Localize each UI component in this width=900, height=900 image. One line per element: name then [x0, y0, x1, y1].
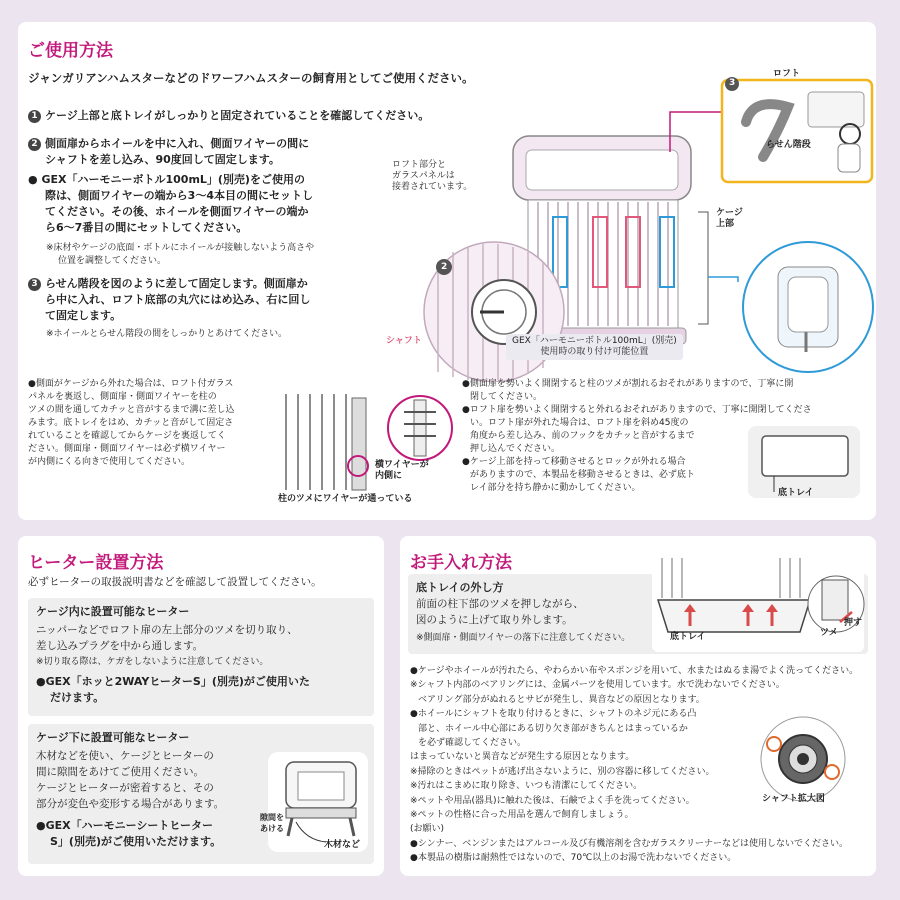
care-note-10: ※ペットや用品(器具)に触れた後は、石鹸でよく手を洗ってください。: [410, 795, 695, 806]
step3-line2: ら中に入れ、ロフト底部の丸穴にはめ込み、右に回し: [45, 293, 311, 306]
care-tray-label: 底トレイ: [670, 632, 706, 642]
side-note-right-line3: ●ロフト扉を勢いよく開閉すると外れるおそれがありますので、丁寧に開閉してくださ: [462, 405, 812, 415]
gap-label-line1: 隙間を: [260, 813, 284, 822]
step1-number: 1: [28, 110, 41, 123]
wire-inside-label: [375, 460, 429, 482]
step1: [28, 108, 429, 124]
shaft-label: シャフト: [386, 336, 422, 346]
care-title: お手入れ方法: [410, 553, 512, 573]
side-note-right-line9: レイ部分を持ち静かに動かしてください。: [470, 483, 641, 493]
usage-title: ご使用方法: [28, 41, 113, 61]
care-note-12: (お願い): [410, 824, 445, 835]
side-note-left-line6: ださい。側面扉・側面ワイヤーは必ず横ワイヤー: [28, 444, 226, 454]
bottle-note: [28, 172, 313, 236]
under-heater-heading: ケージ下に設置可能なヒーター: [36, 731, 190, 744]
loft-glass-line2: ガラスパネルは: [392, 171, 455, 181]
heater-title: ヒーター設置方法: [28, 553, 164, 573]
note-height-line2: 位置を調整してください。: [58, 256, 167, 266]
care-note-8: ※掃除のときはペットが逃げ出さないように、別の容器に移してください。: [410, 766, 715, 777]
care-note-6: を必ず確認してください。: [418, 738, 527, 749]
gap-label: [260, 812, 284, 834]
inside-heater-line1: ニッパーなどでロフト扉の左上部分のツメを切り取り、: [36, 624, 298, 636]
under-heater-line4: 部分が変色や変形する場合があります。: [36, 798, 225, 810]
step1-text: ケージ上部と底トレイがしっかりと固定されていることを確認してください。: [45, 109, 430, 122]
inside-heater-product-line2: だけます。: [50, 691, 105, 704]
step3: [28, 276, 310, 324]
note-height-line1: ※床材やケージの底面・ボトルにホイールが接触しないよう高さや: [46, 243, 315, 253]
step3-line1: らせん階段を図のように差して固定します。側面扉か: [45, 277, 308, 290]
care-note-13: ●シンナー、ベンジンまたはアルコール及び有機溶剤を含むガラスクリーナーなどは使用しないでください。: [410, 838, 849, 849]
claw-wire-label: 柱のツメにワイヤーが通っている: [278, 494, 413, 504]
side-note-right-line7: ●ケージ上部を持って移動させるとロックが外れる場合: [462, 457, 686, 467]
under-heater-line3: ケージとヒーターが密着すると、その: [36, 782, 214, 794]
loft-glass-label: [392, 160, 472, 193]
cage-top-line2: 上部: [716, 219, 735, 229]
heater-intro: 必ずヒーターの取扱説明書などを確認して設置してください。: [28, 576, 322, 588]
side-note-left-line5: れていることを確認してからケージを裏返してく: [28, 431, 226, 441]
side-note-left-line2: パネルを裏返し、側面扉・側面ワイヤーを柱の: [28, 392, 217, 402]
side-note-right-line1: ●側面扉を勢いよく開閉すると柱のツメが割れるおそれがありますので、丁寧に開: [462, 379, 794, 389]
under-heater-line1: 木材などを使い、ケージとヒーターの: [36, 750, 214, 762]
bottle-note-line3: てください。その後、ホイールを側面ワイヤーの端か: [45, 205, 309, 218]
care-note-7: はまっていないと異音などが発生する原因となります。: [410, 752, 635, 763]
heater-panel: [18, 536, 384, 876]
bottle-note-bullet: ●: [28, 173, 38, 186]
step3-number: 3: [28, 278, 41, 291]
cage-top-line1: ケージ: [716, 208, 743, 218]
wood-label: 木材など: [324, 840, 361, 850]
bottle-caption-line2: 使用時の取り付け可能位置: [540, 347, 649, 357]
side-note-left-line7: が内側にくる向きで使用してください。: [28, 457, 191, 467]
wire-inside-line2: 内側に: [375, 471, 403, 481]
step2-line2: シャフトを差し込み、90度回して固定します。: [45, 153, 280, 166]
side-note-right-line5: 角度から差し込み、前のフックをカチッと音がするまで: [470, 431, 695, 441]
bottle-caption-line1: GEX「ハーモニーボトル100mL」(別売): [512, 336, 677, 346]
tray-removal-line1: 前面の柱下部のツメを押しながら、: [416, 598, 584, 610]
care-panel: [400, 536, 876, 876]
loft-label: ロフト: [773, 69, 801, 79]
usage-panel: [18, 22, 876, 520]
under-heater-product-line1: ●GEX「ハーモニーシートヒーター: [36, 819, 213, 832]
step2: [28, 136, 309, 168]
side-note-right-line8: がありますので、本製品を移動させるときは、必ず底ト: [470, 470, 695, 480]
wire-diagram: [280, 390, 460, 500]
tray-removal-heading: 底トレイの外し方: [416, 581, 504, 594]
push-label: 押す: [844, 618, 863, 628]
side-note-right-line6: 押し込んでください。: [470, 444, 561, 454]
inside-heater-note: ※切り取る際は、ケガをしないように注意してください。: [36, 657, 269, 667]
loft-glass-line1: ロフト部分と: [392, 160, 447, 170]
gap-label-line2: あける: [260, 824, 284, 833]
note-gap: ※ホイールとらせん階段の間をしっかりとあけてください。: [46, 329, 288, 339]
side-note-right-line2: 閉してください。: [470, 392, 543, 402]
under-heater-product-line2: S」(別売)がご使用いただけます。: [50, 835, 222, 848]
inside-heater-heading: ケージ内に設置可能なヒーター: [36, 605, 190, 618]
step2-number: 2: [28, 138, 41, 151]
care-note-14: ●本製品の樹脂は耐熱性ではないので、70℃以上のお湯で洗わないでください。: [410, 853, 737, 864]
side-note-right-line4: い。ロフト扉が外れた場合は、ロフト扉を斜め45度の: [470, 418, 689, 428]
note-height: [46, 242, 314, 268]
step2-marker: 2: [441, 262, 448, 272]
bottle-note-line1: GEX「ハーモニーボトル100mL」(別売)をご使用の: [41, 173, 305, 186]
side-note-left: [28, 378, 235, 469]
inset3-number: 3: [729, 78, 736, 88]
care-note-3: ベアリング部分がぬれるとサビが発生し、異音などの原因となります。: [418, 694, 705, 705]
care-note-9: ※汚れはこまめに取り除き、いつも清潔にしてください。: [410, 781, 643, 792]
bottle-note-line2: 際は、側面ワイヤーの端から3〜4本目の間にセットし: [45, 189, 313, 202]
stairs-label: らせん階段: [766, 140, 811, 150]
care-note-11: ※ペットの性格に合った用品を選んで飼育しましょう。: [410, 810, 634, 821]
bottle-note-line4: ら6〜7番目の間にセットしてください。: [45, 221, 248, 234]
inside-heater-line2: 差し込みプラグを中から通します。: [36, 640, 204, 652]
loft-glass-line3: 接着されています。: [392, 182, 473, 192]
tray-removal-note: ※側面扉・側面ワイヤーの落下に注意してください。: [416, 633, 631, 643]
claw-label: ツメ: [820, 628, 838, 638]
usage-intro: ジャンガリアンハムスターなどのドワーフハムスターの飼育用としてご使用ください。: [28, 71, 474, 85]
step3-line3: て固定します。: [45, 309, 122, 322]
care-note-5: 部と、ホイール中心部にある切り欠き部がきちんとはまっているか: [418, 723, 688, 734]
inside-heater-product-line1: ●GEX「ホッと2WAYヒーターS」(別売)がご使用いた: [36, 675, 310, 688]
tray-label: 底トレイ: [778, 488, 814, 498]
care-note-1: ●ケージやホイールが汚れたら、やわらかい布やスポンジを用いて、水またはぬるま湯でよく洗ってください。: [410, 666, 859, 676]
tray-removal-line2: 図のように上げて取り外します。: [416, 614, 573, 626]
under-heater-line2: 間に隙間をあけてご使用ください。: [36, 766, 204, 778]
wire-inside-line1: 横ワイヤーが: [375, 460, 429, 470]
shaft-closeup-label: シャフト拡大図: [762, 794, 825, 804]
care-note-4: ●ホイールにシャフトを取り付けるときに、シャフトのネジ元にある凸: [410, 709, 697, 720]
side-note-left-line1: ●側面がケージから外れた場合は、ロフト付ガラス: [28, 379, 234, 389]
care-note-2: ※シャフト内部のベアリングには、金属パーツを使用しています。水で洗わないでください。: [410, 680, 785, 691]
side-note-left-line4: みます。底トレイをはめ、カチッと音がして固定さ: [28, 418, 234, 428]
step2-line1: 側面扉からホイールを中に入れ、側面ワイヤーの間に: [45, 137, 310, 150]
side-note-left-line3: ツメの間を通してカチッと音がするまで溝に差し込: [28, 405, 235, 415]
bottle-caption: [506, 334, 683, 360]
cage-top-label: [716, 208, 743, 230]
